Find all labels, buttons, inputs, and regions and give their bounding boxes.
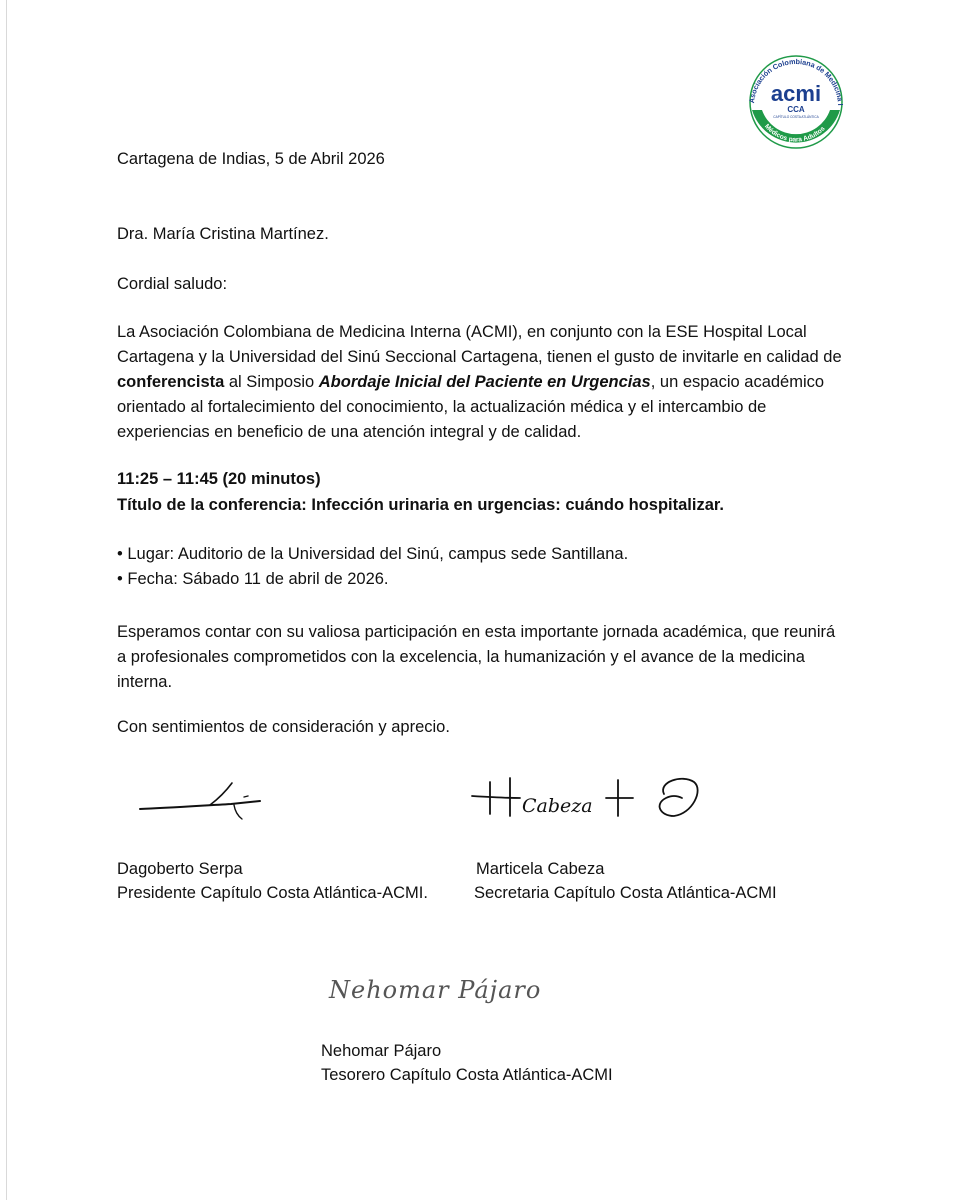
signatory-serpa-title: Presidente Capítulo Costa Atlántica-ACMI. — [117, 884, 428, 902]
body-paragraph — [117, 320, 847, 445]
signatory-cabeza-title: Secretaria Capítulo Costa Atlántica-ACMI — [474, 884, 777, 902]
signatory-serpa-name: Dagoberto Serpa — [117, 860, 243, 878]
logo-ring-text: Asociación Colombiana de Medicina I — [747, 56, 846, 106]
schedule-time: 11:25 – 11:45 (20 minutos) — [117, 470, 321, 488]
signature-serpa — [136, 775, 266, 835]
farewell: Con sentimientos de consideración y aprecio. — [117, 718, 450, 736]
logo-chapter: CCA — [787, 105, 805, 114]
acmi-seal-icon — [738, 44, 854, 150]
greeting: Cordial saludo: — [117, 275, 228, 293]
logo-acronym: acmi — [770, 81, 822, 106]
place-date: Cartagena de Indias, 5 de Abril 2026 — [117, 150, 385, 168]
symposium-title: Abordaje Inicial del Paciente en Urgencias — [318, 373, 651, 391]
signature-pajaro-text: Nehomar Pájaro — [329, 976, 542, 1004]
signatory-cabeza-name: Marticela Cabeza — [476, 860, 605, 878]
acmi-logo — [738, 44, 854, 150]
logo-chapter-subtext: CAPÍTULO COSTA ATLÁNTICA — [773, 115, 819, 119]
page-edge — [6, 0, 7, 1200]
body-text-1: La Asociación Colombiana de Medicina Interna (ACMI), en conjunto con la ESE Hospital Local Cartagena y la Universidad del Sinú Seccional Cartagena, tienen el gusto de invitarle en calidad de — [117, 323, 842, 366]
role-text: conferencista — [117, 373, 225, 391]
signatory-pajaro-name: Nehomar Pájaro — [321, 1042, 442, 1060]
detail-location: • Lugar: Auditorio de la Universidad del Sinú, campus sede Santillana. — [117, 545, 629, 563]
logo-band-text: Médicos para Adultos — [763, 122, 827, 144]
closing-paragraph: Esperamos contar con su valiosa participación en esta importante jornada académica, que reunirá a profesionales comprometidos con la excelencia, la humanización y el avance de la medicina interna. — [117, 623, 836, 691]
talk-title: Título de la conferencia: Infección urinaria en urgencias: cuándo hospitalizar. — [117, 496, 724, 514]
signature-cabeza — [468, 770, 708, 830]
signature-cabeza-text: Cabeza — [522, 795, 593, 817]
recipient: Dra. María Cristina Martínez. — [117, 225, 329, 243]
body-text-2: al Simposio — [224, 373, 319, 391]
detail-date: • Fecha: Sábado 11 de abril de 2026. — [117, 570, 389, 588]
body-text-3: , un espacio académico orientado al fortalecimiento del conocimiento, la actualización médica y el intercambio de experiencias en beneficio de una atención integral y de calidad. — [117, 373, 825, 441]
signatory-pajaro-title: Tesorero Capítulo Costa Atlántica-ACMI — [321, 1066, 613, 1084]
signature-pajaro — [325, 962, 565, 1012]
